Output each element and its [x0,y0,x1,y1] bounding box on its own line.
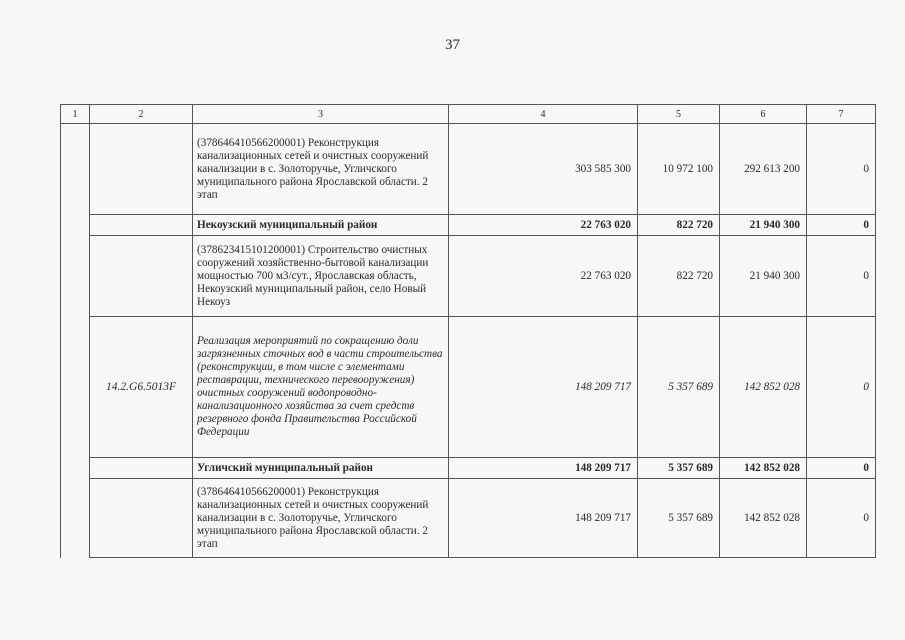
budget-table [60,104,876,558]
total-cell: 22 763 020 [449,215,638,236]
district-name-cell: Некоузский муниципальный район [193,215,449,236]
header-row [61,105,876,124]
header-cell: 1 [61,105,90,124]
federal-cell: 822 720 [638,215,720,236]
total-cell: 148 209 717 [449,479,638,558]
regional-cell: 21 940 300 [720,215,807,236]
federal-cell: 10 972 100 [638,124,720,215]
page-number: 37 [445,37,460,53]
header-cell: 4 [449,105,638,124]
header-cell: 2 [90,105,193,124]
table-row [61,479,876,558]
regional-cell: 142 852 028 [720,479,807,558]
regional-cell: 292 613 200 [720,124,807,215]
measure-code-cell: 14.2.G6.5013F [90,317,193,458]
object-name-cell: (378623415101200001) Строительство очистных сооружений хозяйственно-бытовой канализации мощностью 700 м3/сут., Ярославская область, Некоузский муниципальный район, село Новый Некоуз [193,236,449,317]
district-subtotal-row [61,215,876,236]
federal-cell: 5 357 689 [638,458,720,479]
table-row [61,124,876,215]
object-name-cell: (378646410566200001) Реконструкция канализационных сетей и очистных сооружений канализации в с. Золоторучье, Угличского муниципального района Ярославской области. 2 этап [193,479,449,558]
federal-cell: 5 357 689 [638,479,720,558]
col1-cell [61,124,90,558]
other-cell: 0 [807,236,876,317]
regional-cell: 142 852 028 [720,317,807,458]
total-cell: 303 585 300 [449,124,638,215]
header-cell: 6 [720,105,807,124]
total-cell: 148 209 717 [449,317,638,458]
other-cell: 0 [807,317,876,458]
total-cell: 22 763 020 [449,236,638,317]
table-row [61,236,876,317]
code-cell [90,124,193,215]
header-cell: 3 [193,105,449,124]
header-cell: 7 [807,105,876,124]
header-cell: 5 [638,105,720,124]
federal-cell: 822 720 [638,236,720,317]
other-cell: 0 [807,215,876,236]
measure-name-cell: Реализация мероприятий по сокращению доли загрязненных сточных вод в части строительства (реконструкции, в том числе с элементами реставрации, технического перевооружения) очистных сооружений водопроводно-канализационного хозяйства за счет средств резервного фонда Правительства Российской Федерации [193,317,449,458]
federal-cell: 5 357 689 [638,317,720,458]
other-cell: 0 [807,479,876,558]
code-cell [90,236,193,317]
other-cell: 0 [807,458,876,479]
total-cell: 148 209 717 [449,458,638,479]
code-cell [90,479,193,558]
measure-row [61,317,876,458]
other-cell: 0 [807,124,876,215]
regional-cell: 21 940 300 [720,236,807,317]
object-name-cell: (378646410566200001) Реконструкция канализационных сетей и очистных сооружений канализации в с. Золоторучье, Угличского муниципального района Ярославской области. 2 этап [193,124,449,215]
regional-cell: 142 852 028 [720,458,807,479]
code-cell [90,458,193,479]
code-cell [90,215,193,236]
district-subtotal-row [61,458,876,479]
district-name-cell: Угличский муниципальный район [193,458,449,479]
